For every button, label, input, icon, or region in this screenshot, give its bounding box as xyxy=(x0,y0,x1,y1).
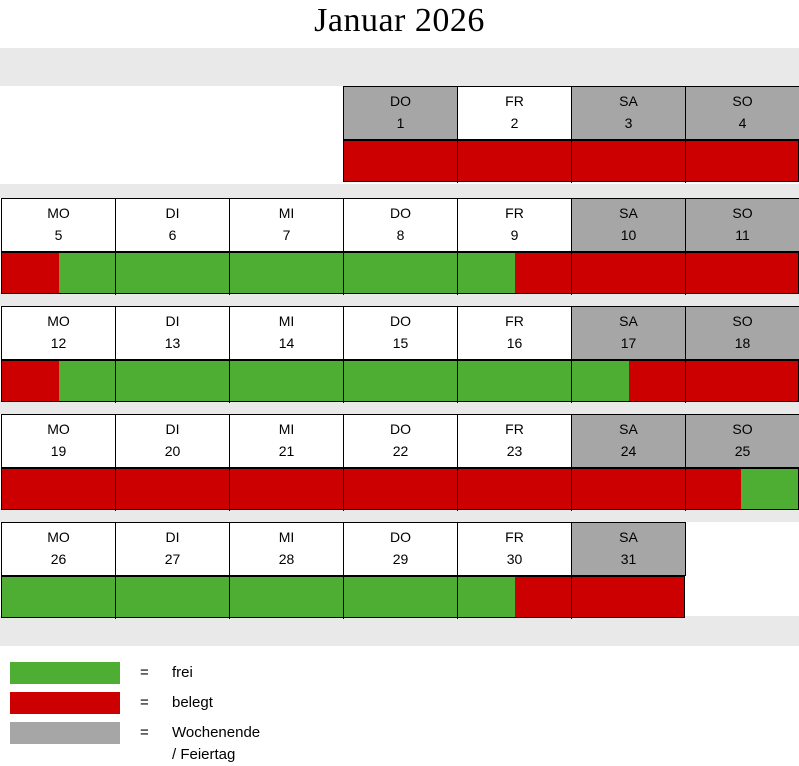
title-bar xyxy=(0,0,799,48)
day-header-cell[interactable] xyxy=(343,522,458,576)
day-number-label: 31 xyxy=(620,550,637,567)
day-divider xyxy=(571,469,572,511)
day-of-week-label: MI xyxy=(278,421,295,437)
day-divider xyxy=(115,361,116,403)
separator-strip-4 xyxy=(0,508,799,522)
legend-label-belegt: belegt xyxy=(172,694,213,711)
day-of-week-label: MO xyxy=(47,313,70,329)
legend-label-frei: frei xyxy=(172,664,193,681)
day-of-week-label: SA xyxy=(619,205,638,221)
occupancy-bar[interactable] xyxy=(1,252,799,294)
day-header-cell[interactable] xyxy=(685,198,799,252)
day-header-cell[interactable] xyxy=(685,306,799,360)
day-number-label: 10 xyxy=(620,226,637,243)
day-number-label: 14 xyxy=(278,334,295,351)
day-of-week-label: DI xyxy=(165,529,180,545)
legend-equals-sign: = xyxy=(140,724,149,741)
day-of-week-label: SO xyxy=(732,313,753,329)
day-header-cell[interactable] xyxy=(229,198,344,252)
day-divider xyxy=(571,253,572,295)
day-of-week-label: DO xyxy=(390,313,411,329)
day-header-cell[interactable] xyxy=(685,414,799,468)
day-header-cell[interactable] xyxy=(229,306,344,360)
day-divider xyxy=(457,469,458,511)
legend-equals-sign: = xyxy=(140,694,149,711)
day-number-label: 9 xyxy=(510,226,519,243)
day-number-label: 7 xyxy=(282,226,291,243)
day-header-cell[interactable] xyxy=(457,86,572,140)
day-header-cell[interactable] xyxy=(229,522,344,576)
day-divider xyxy=(343,253,344,295)
day-header-cell[interactable] xyxy=(343,306,458,360)
day-divider xyxy=(457,253,458,295)
day-header-cell[interactable] xyxy=(343,86,458,140)
day-number-label: 19 xyxy=(50,442,67,459)
day-divider xyxy=(685,469,686,511)
day-header-cell[interactable] xyxy=(571,86,686,140)
day-number-label: 27 xyxy=(164,550,181,567)
day-header-cell[interactable] xyxy=(115,306,230,360)
legend-label-wochenende: Wochenende / Feiertag xyxy=(172,724,261,763)
day-number-label: 26 xyxy=(50,550,67,567)
occupancy-segment-belegt xyxy=(515,253,798,293)
day-number-label: 8 xyxy=(396,226,405,243)
day-of-week-label: SO xyxy=(732,205,753,221)
day-divider xyxy=(229,253,230,295)
day-number-label: 3 xyxy=(624,114,633,131)
day-divider xyxy=(571,577,572,619)
day-number-label: 15 xyxy=(392,334,409,351)
day-header-cell[interactable] xyxy=(1,306,116,360)
day-header-cell[interactable] xyxy=(343,198,458,252)
day-number-label: 13 xyxy=(164,334,181,351)
day-of-week-label: FR xyxy=(505,529,524,545)
day-number-label: 24 xyxy=(620,442,637,459)
occupancy-bar[interactable] xyxy=(1,360,799,402)
day-number-label: 12 xyxy=(50,334,67,351)
day-of-week-label: DI xyxy=(165,421,180,437)
occupancy-segment-frei xyxy=(59,253,515,293)
day-of-week-label: SO xyxy=(732,421,753,437)
day-number-label: 17 xyxy=(620,334,637,351)
day-header-cell[interactable] xyxy=(115,414,230,468)
day-of-week-label: SO xyxy=(732,93,753,109)
legend-swatch-frei xyxy=(10,662,120,684)
day-number-label: 18 xyxy=(734,334,751,351)
day-divider xyxy=(343,469,344,511)
day-of-week-label: DO xyxy=(390,421,411,437)
day-of-week-label: DI xyxy=(165,313,180,329)
day-number-label: 28 xyxy=(278,550,295,567)
day-header-cell[interactable] xyxy=(571,522,686,576)
day-header-cell[interactable] xyxy=(1,414,116,468)
day-divider xyxy=(457,141,458,183)
day-divider xyxy=(229,469,230,511)
day-divider xyxy=(685,141,686,183)
separator-strip-0 xyxy=(0,48,799,86)
day-header-cell[interactable] xyxy=(1,522,116,576)
separator-strip-1 xyxy=(0,184,799,198)
day-of-week-label: FR xyxy=(505,93,524,109)
day-number-label: 6 xyxy=(168,226,177,243)
day-of-week-label: MO xyxy=(47,205,70,221)
occupancy-segment-belegt xyxy=(2,469,741,509)
day-of-week-label: FR xyxy=(505,313,524,329)
day-number-label: 22 xyxy=(392,442,409,459)
day-divider xyxy=(343,577,344,619)
day-divider xyxy=(571,361,572,403)
legend-swatch-wochenende xyxy=(10,722,120,744)
day-divider xyxy=(685,361,686,403)
day-header-cell[interactable] xyxy=(457,306,572,360)
day-divider xyxy=(571,141,572,183)
legend-swatch-belegt xyxy=(10,692,120,714)
day-divider xyxy=(343,361,344,403)
day-of-week-label: FR xyxy=(505,421,524,437)
occupancy-segment-frei xyxy=(59,361,629,401)
day-number-label: 25 xyxy=(734,442,751,459)
day-header-cell[interactable] xyxy=(685,86,799,140)
day-header-cell[interactable] xyxy=(571,306,686,360)
day-of-week-label: SA xyxy=(619,421,638,437)
day-number-label: 11 xyxy=(735,226,750,243)
day-of-week-label: MI xyxy=(278,313,295,329)
occupancy-segment-belegt xyxy=(2,253,59,293)
day-of-week-label: MO xyxy=(47,529,70,545)
occupancy-bar[interactable] xyxy=(1,468,799,510)
day-header-cell[interactable] xyxy=(343,414,458,468)
page-title: Januar 2026 xyxy=(314,2,485,39)
day-number-label: 4 xyxy=(738,114,747,131)
day-number-label: 5 xyxy=(54,226,63,243)
occupancy-segment-frei xyxy=(741,469,798,509)
day-of-week-label: DO xyxy=(390,93,411,109)
day-number-label: 2 xyxy=(510,114,519,131)
day-header-cell[interactable] xyxy=(115,522,230,576)
day-number-label: 30 xyxy=(506,550,523,567)
day-header-cell[interactable] xyxy=(229,414,344,468)
day-number-label: 20 xyxy=(164,442,181,459)
day-header-cell[interactable] xyxy=(571,198,686,252)
day-of-week-label: FR xyxy=(505,205,524,221)
day-divider xyxy=(115,469,116,511)
legend-equals-sign: = xyxy=(140,664,149,681)
separator-strip-3 xyxy=(0,400,799,414)
day-of-week-label: MI xyxy=(278,205,295,221)
day-of-week-label: MO xyxy=(47,421,70,437)
day-number-label: 21 xyxy=(278,442,295,459)
day-number-label: 29 xyxy=(392,550,409,567)
occupancy-segment-frei xyxy=(2,577,515,617)
occupancy-segment-belegt xyxy=(515,577,684,617)
day-divider xyxy=(115,577,116,619)
day-of-week-label: DI xyxy=(165,205,180,221)
day-header-cell[interactable] xyxy=(115,198,230,252)
day-header-cell[interactable] xyxy=(1,198,116,252)
day-of-week-label: DO xyxy=(390,205,411,221)
occupancy-segment-belegt xyxy=(2,361,59,401)
day-divider xyxy=(685,253,686,295)
day-number-label: 1 xyxy=(396,114,405,131)
separator-strip-2 xyxy=(0,292,799,306)
day-of-week-label: DO xyxy=(390,529,411,545)
day-divider xyxy=(115,253,116,295)
day-of-week-label: SA xyxy=(619,93,638,109)
day-divider xyxy=(457,361,458,403)
separator-strip-5 xyxy=(0,616,799,646)
day-number-label: 16 xyxy=(506,334,523,351)
day-header-cell[interactable] xyxy=(457,198,572,252)
occupancy-bar[interactable] xyxy=(1,576,685,618)
day-divider xyxy=(229,361,230,403)
day-of-week-label: SA xyxy=(619,529,638,545)
day-header-cell[interactable] xyxy=(457,522,572,576)
day-header-cell[interactable] xyxy=(457,414,572,468)
day-of-week-label: MI xyxy=(278,529,295,545)
day-divider xyxy=(457,577,458,619)
day-divider xyxy=(229,577,230,619)
occupancy-bar[interactable] xyxy=(343,140,799,182)
day-header-cell[interactable] xyxy=(571,414,686,468)
occupancy-segment-belegt xyxy=(629,361,798,401)
day-of-week-label: SA xyxy=(619,313,638,329)
day-number-label: 23 xyxy=(506,442,523,459)
